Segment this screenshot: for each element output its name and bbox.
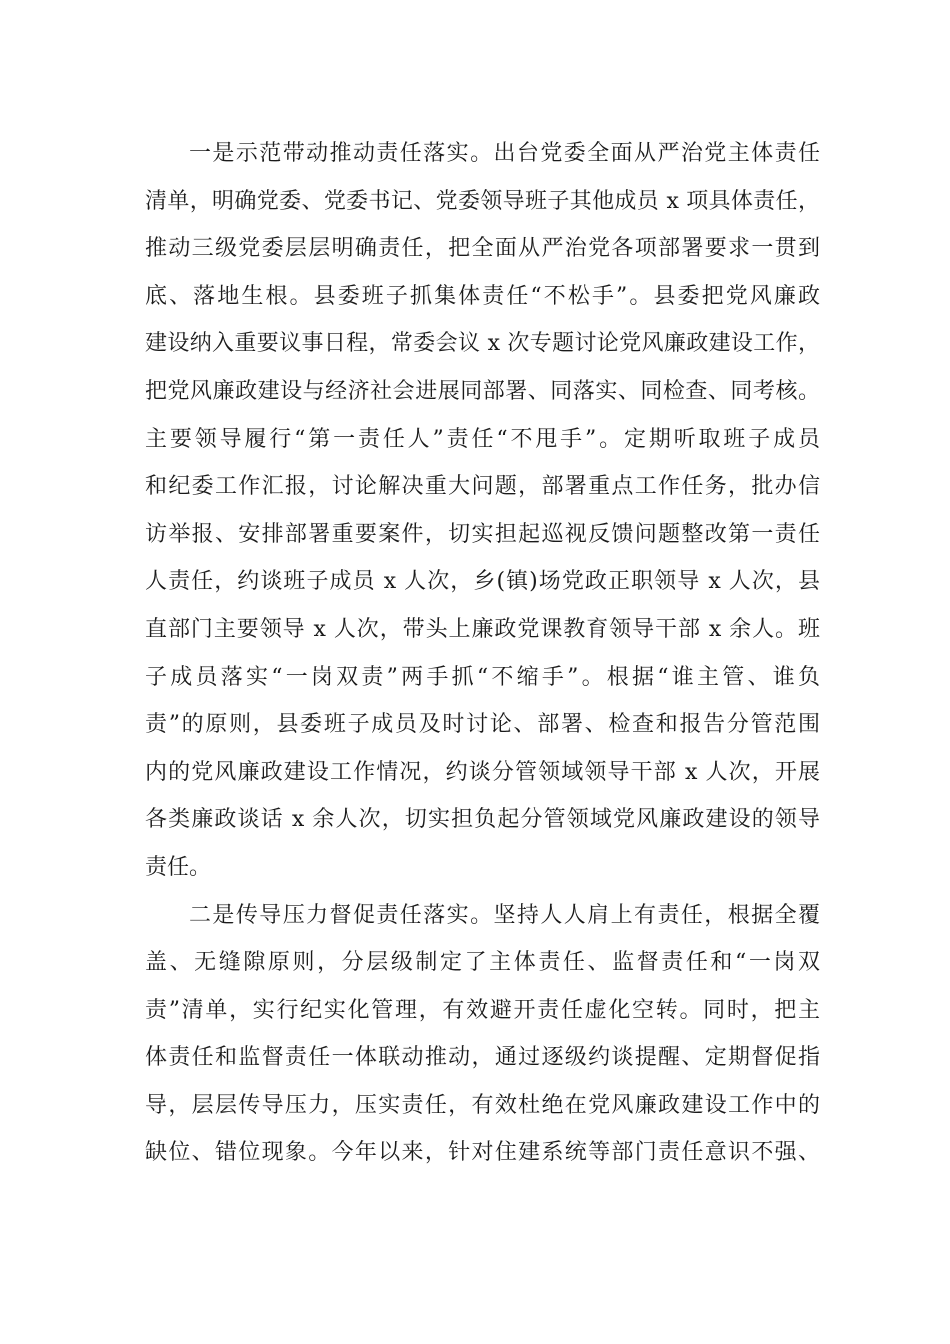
paragraph-line: 一是示范带动推动责任落实。出台党委全面从严治党主体责任 <box>189 141 820 166</box>
paragraph-line: 内的党风廉政建设工作情况，约谈分管领域领导干部 x 人次，开展 <box>145 759 820 785</box>
paragraph-line: 二是传导压力督促责任落实。坚持人人肩上有责任，根据全覆 <box>189 902 820 928</box>
document-body <box>145 130 820 1177</box>
paragraph-2 <box>145 892 820 1178</box>
paragraph-line: 主要领导履行“第一责任人”责任“不甩手”。定期听取班子成员 <box>145 426 820 452</box>
paragraph-line: 盖、无缝隙原则，分层级制定了主体责任、监督责任和“一岗双 <box>145 950 820 976</box>
paragraph-line: 责任。 <box>145 854 212 880</box>
paragraph-line: 缺位、错位现象。今年以来，针对住建系统等部门责任意识不强、 <box>145 1140 820 1166</box>
paragraph-line: 各类廉政谈话 x 余人次，切实担负起分管领域党风廉政建设的领导 <box>145 807 820 833</box>
paragraph-line: 直部门主要领导 x 人次，带头上廉政党课教育领导干部 x 余人。班 <box>145 616 820 642</box>
paragraph-line: 访举报、安排部署重要案件，切实担起巡视反馈问题整改第一责任 <box>145 521 820 547</box>
paragraph-line: 责”清单，实行纪实化管理，有效避开责任虚化空转。同时，把主 <box>145 997 820 1023</box>
paragraph-line: 责”的原则，县委班子成员及时讨论、部署、检查和报告分管范围 <box>145 712 820 738</box>
paragraph-line: 体责任和监督责任一体联动推动，通过逐级约谈提醒、定期督促指 <box>145 1045 820 1071</box>
paragraph-line: 推动三级党委层层明确责任，把全面从严治党各项部署要求一贯到 <box>145 236 820 262</box>
paragraph-line: 底、落地生根。县委班子抓集体责任“不松手”。县委把党风廉政 <box>145 283 820 309</box>
paragraph-1 <box>145 130 820 892</box>
paragraph-line: 建设纳入重要议事日程，常委会议 x 次专题讨论党风廉政建设工作， <box>145 331 820 357</box>
paragraph-line: 人责任，约谈班子成员 x 人次，乡(镇)场党政正职领导 x 人次，县 <box>145 569 820 595</box>
paragraph-line: 导，层层传导压力，压实责任，有效杜绝在党风廉政建设工作中的 <box>145 1092 820 1118</box>
paragraph-line: 把党风廉政建设与经济社会进展同部署、同落实、同检查、同考核。 <box>145 378 820 404</box>
paragraph-line: 清单，明确党委、党委书记、党委领导班子其他成员 x 项具体责任， <box>145 188 820 214</box>
paragraph-line: 和纪委工作汇报，讨论解决重大问题，部署重点工作任务，批办信 <box>145 474 820 500</box>
paragraph-line: 子成员落实“一岗双责”两手抓“不缩手”。根据“谁主管、谁负 <box>145 664 820 690</box>
